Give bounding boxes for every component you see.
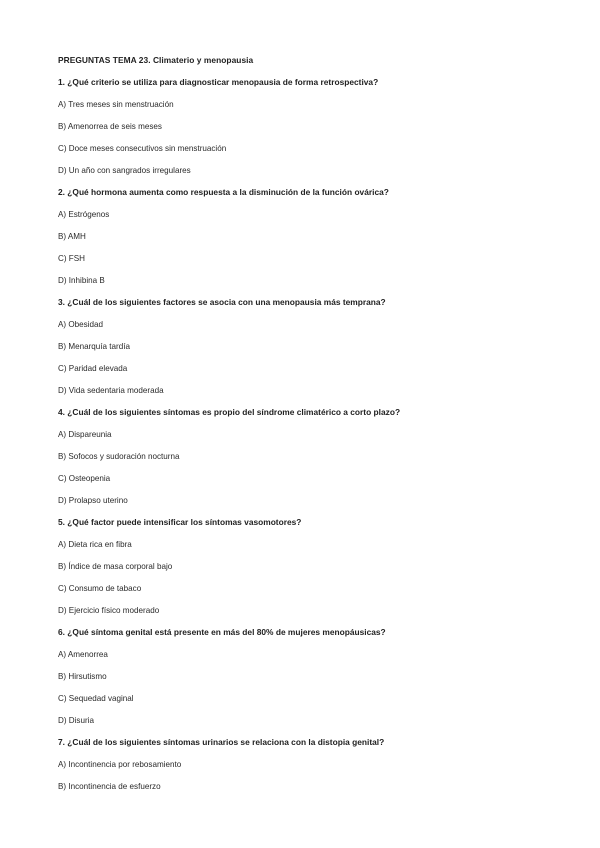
answer-option: A) Dispareunia bbox=[58, 430, 112, 439]
answer-option: C) Consumo de tabaco bbox=[58, 584, 142, 593]
answer-option: D) Prolapso uterino bbox=[58, 496, 128, 505]
question-text: 4. ¿Cuál de los siguientes síntomas es propio del síndrome climatérico a corto plazo? bbox=[58, 407, 401, 417]
document-page bbox=[58, 55, 558, 803]
answer-option: D) Ejercicio físico moderado bbox=[58, 606, 160, 615]
question-text: 2. ¿Qué hormona aumenta como respuesta a la disminución de la función ovárica? bbox=[58, 187, 389, 197]
answer-option: A) Incontinencia por rebosamiento bbox=[58, 760, 182, 769]
question-1 bbox=[58, 77, 558, 176]
answer-option: B) Amenorrea de seis meses bbox=[58, 122, 162, 131]
answer-option: A) Dieta rica en fibra bbox=[58, 540, 132, 549]
answer-option: B) Incontinencia de esfuerzo bbox=[58, 782, 161, 791]
question-text: 6. ¿Qué síntoma genital está presente en más del 80% de mujeres menopáusicas? bbox=[58, 627, 386, 637]
answer-option: C) Paridad elevada bbox=[58, 364, 128, 373]
question-text: 3. ¿Cuál de los siguientes factores se asocia con una menopausia más temprana? bbox=[58, 297, 386, 307]
answer-option: A) Obesidad bbox=[58, 320, 103, 329]
question-text: 1. ¿Qué criterio se utiliza para diagnosticar menopausia de forma retrospectiva? bbox=[58, 77, 379, 87]
question-5 bbox=[58, 517, 558, 616]
answer-option: B) Sofocos y sudoración nocturna bbox=[58, 452, 180, 461]
answer-option: D) Disuria bbox=[58, 716, 94, 725]
question-3 bbox=[58, 297, 558, 396]
answer-option: A) Estrógenos bbox=[58, 210, 110, 219]
answer-option: A) Amenorrea bbox=[58, 650, 108, 659]
answer-option: C) Sequedad vaginal bbox=[58, 694, 134, 703]
document-title: PREGUNTAS TEMA 23. Climaterio y menopausia bbox=[58, 55, 254, 65]
answer-option: D) Inhibina B bbox=[58, 276, 105, 285]
question-6 bbox=[58, 627, 558, 726]
answer-option: D) Vida sedentaria moderada bbox=[58, 386, 164, 395]
answer-option: D) Un año con sangrados irregulares bbox=[58, 166, 191, 175]
question-text: 7. ¿Cuál de los siguientes síntomas urinarios se relaciona con la distopia genital? bbox=[58, 737, 385, 747]
answer-option: A) Tres meses sin menstruación bbox=[58, 100, 174, 109]
answer-option: C) Doce meses consecutivos sin menstruación bbox=[58, 144, 227, 153]
question-4 bbox=[58, 407, 558, 506]
answer-option: B) Índice de masa corporal bajo bbox=[58, 562, 173, 571]
answer-option: B) Hirsutismo bbox=[58, 672, 107, 681]
answer-option: C) FSH bbox=[58, 254, 85, 263]
question-text: 5. ¿Qué factor puede intensificar los síntomas vasomotores? bbox=[58, 517, 302, 527]
question-2 bbox=[58, 187, 558, 286]
answer-option: B) AMH bbox=[58, 232, 86, 241]
answer-option: C) Osteopenia bbox=[58, 474, 111, 483]
question-7 bbox=[58, 737, 558, 792]
answer-option: B) Menarquía tardía bbox=[58, 342, 130, 351]
